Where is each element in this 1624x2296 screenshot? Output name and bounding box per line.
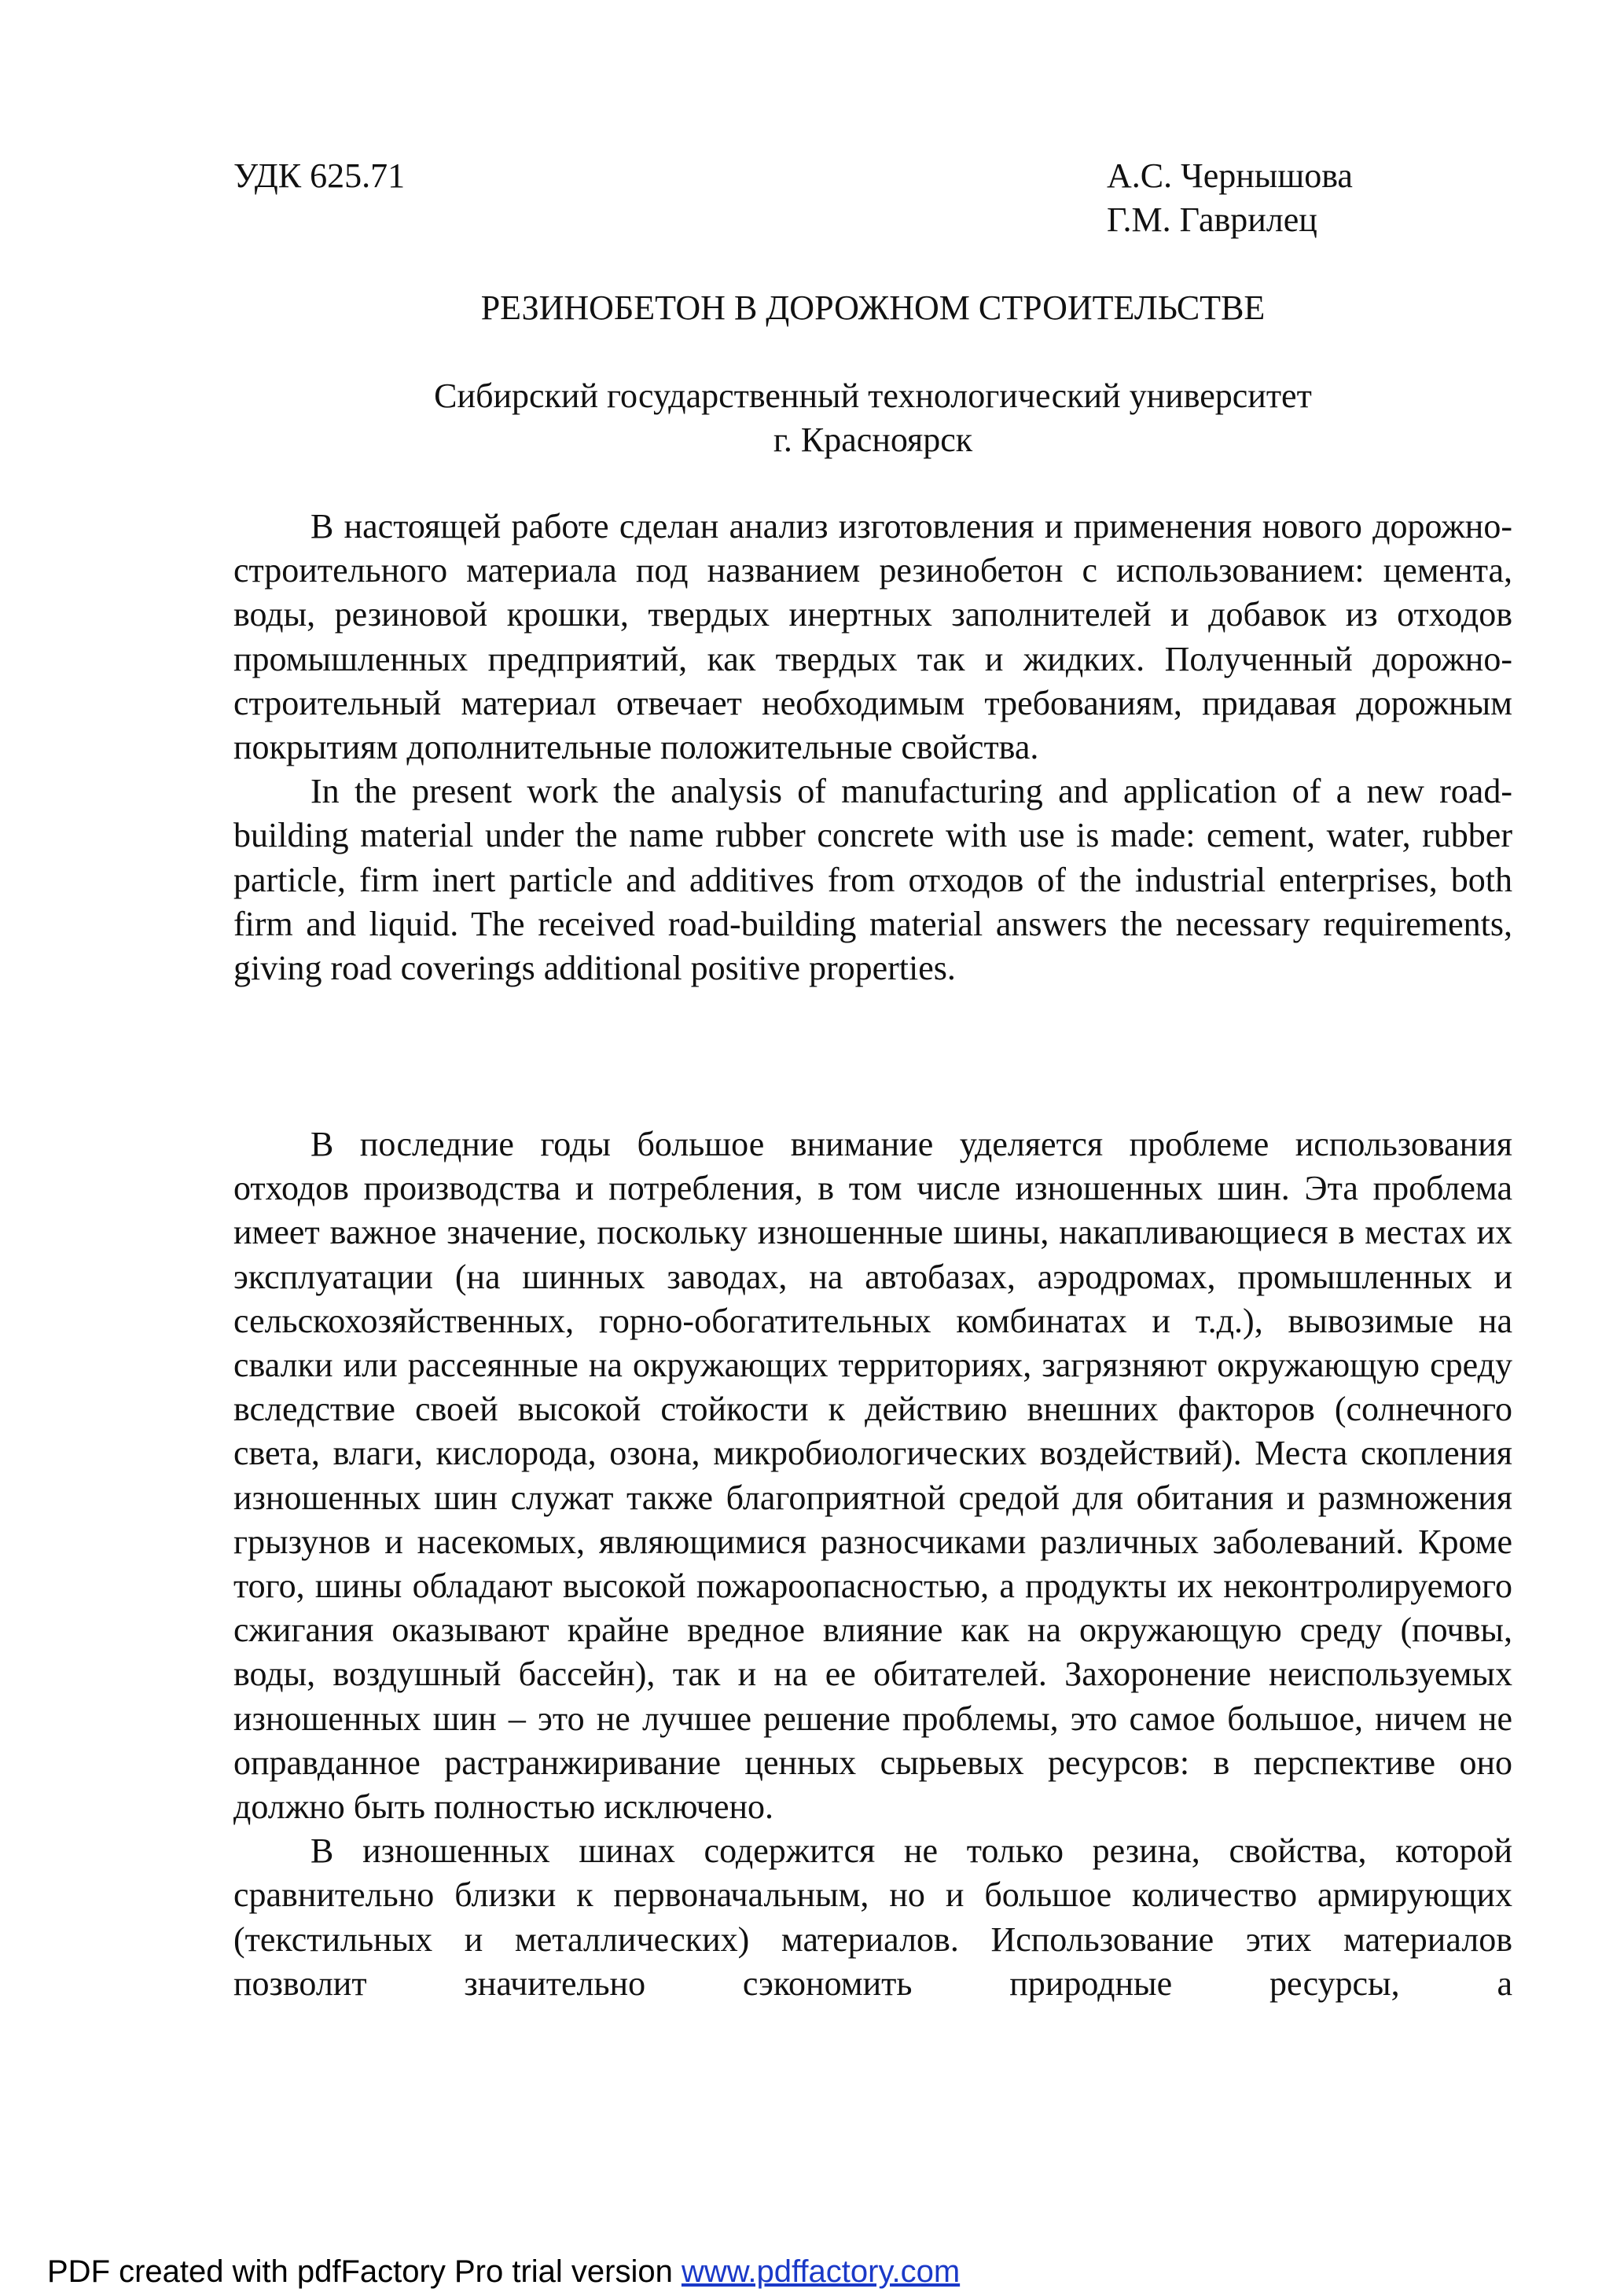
author-list (1107, 154, 1353, 242)
paper-title: РЕЗИНОБЕТОН В ДОРОЖНОМ СТРОИТЕЛЬСТВЕ (480, 288, 1266, 327)
abstract (233, 505, 1512, 990)
body-paragraph: В изношенных шинах содержится не только резина, свойства, которой сравнительно близки к первоначальным, но и большое количество армирующих (текстильных и металлических) материалов. Использование этих материалов позволит значительно сэкономить природные ресурсы, а (233, 1831, 1512, 2003)
institution-name: Сибирский государственный технологический университет (434, 377, 1312, 415)
affiliation (233, 374, 1512, 462)
abstract-russian: В настоящей работе сделан анализ изготовления и применения нового дорожно-строительного материала под названием резинобетон с использованием: цемента, воды, резиновой крошки, твердых инертных заполнителей и добавок из отходов промышленных предприятий, как твердых так и жидких. Полученный дорожно-строительный материал отвечает необходимым требованиям, придавая дорожным покрытиям дополнительные положительные свойства. (233, 507, 1512, 767)
footer-text: PDF created with pdfFactory Pro trial version (47, 2254, 682, 2289)
author-name: А.С. Чернышова (1107, 156, 1353, 195)
author-name: Г.М. Гаврилец (1107, 200, 1317, 239)
udk-code: УДК 625.71 (233, 156, 406, 195)
main-text (233, 1122, 1512, 2006)
footer-link[interactable]: www.pdffactory.com (681, 2254, 961, 2289)
city-name: г. Красноярск (773, 421, 973, 459)
body-paragraph: В последние годы большое внимание уделяется проблеме использования отходов производства и потребления, в том числе изношенных шин. Эта проблема имеет важное значение, поскольку изношенные шины, накапливающиеся в местах их эксплуатации (на шинных заводах, на автобазах, аэродромах, промышленных и сельскохозяйственных, горно-обогатительных комбинатах и т.д.), вывозимые на свалки или рассеянные на окружающих территориях, загрязняют окружающую среду вследствие своей высокой стойкости к действию внешних факторов (солнечного света, влаги, кислорода, озона, микробиологических воздействий). Места скопления изношенных шин служат также благоприятной средой для обитания и размножения грызунов и насекомых, являющимися разносчиками различных заболеваний. Кроме того, шины обладают высокой пожароопасностью, а продукты их неконтролируемого сжигания оказывают крайне вредное влияние как на окружающую среду (почвы, воды, воздушный бассейн), так и на ее обитателей. Захоронение неиспользуемых изношенных шин – это не лучшее решение проблемы, это самое большое, ничем не оправданное растранжиривание ценных сырьевых ресурсов: в перспективе оно должно быть полностью исключено. (233, 1125, 1512, 1827)
pdf-footer (47, 2254, 960, 2290)
abstract-english: In the present work the analysis of manufacturing and application of a new road-building material under the name rubber concrete with use is made: cement, water, rubber particle, firm inert particle and additives from отходов of the industrial enterprises, both firm and liquid. The received road-building material answers the necessary requirements, giving road coverings additional positive properties. (233, 772, 1512, 988)
